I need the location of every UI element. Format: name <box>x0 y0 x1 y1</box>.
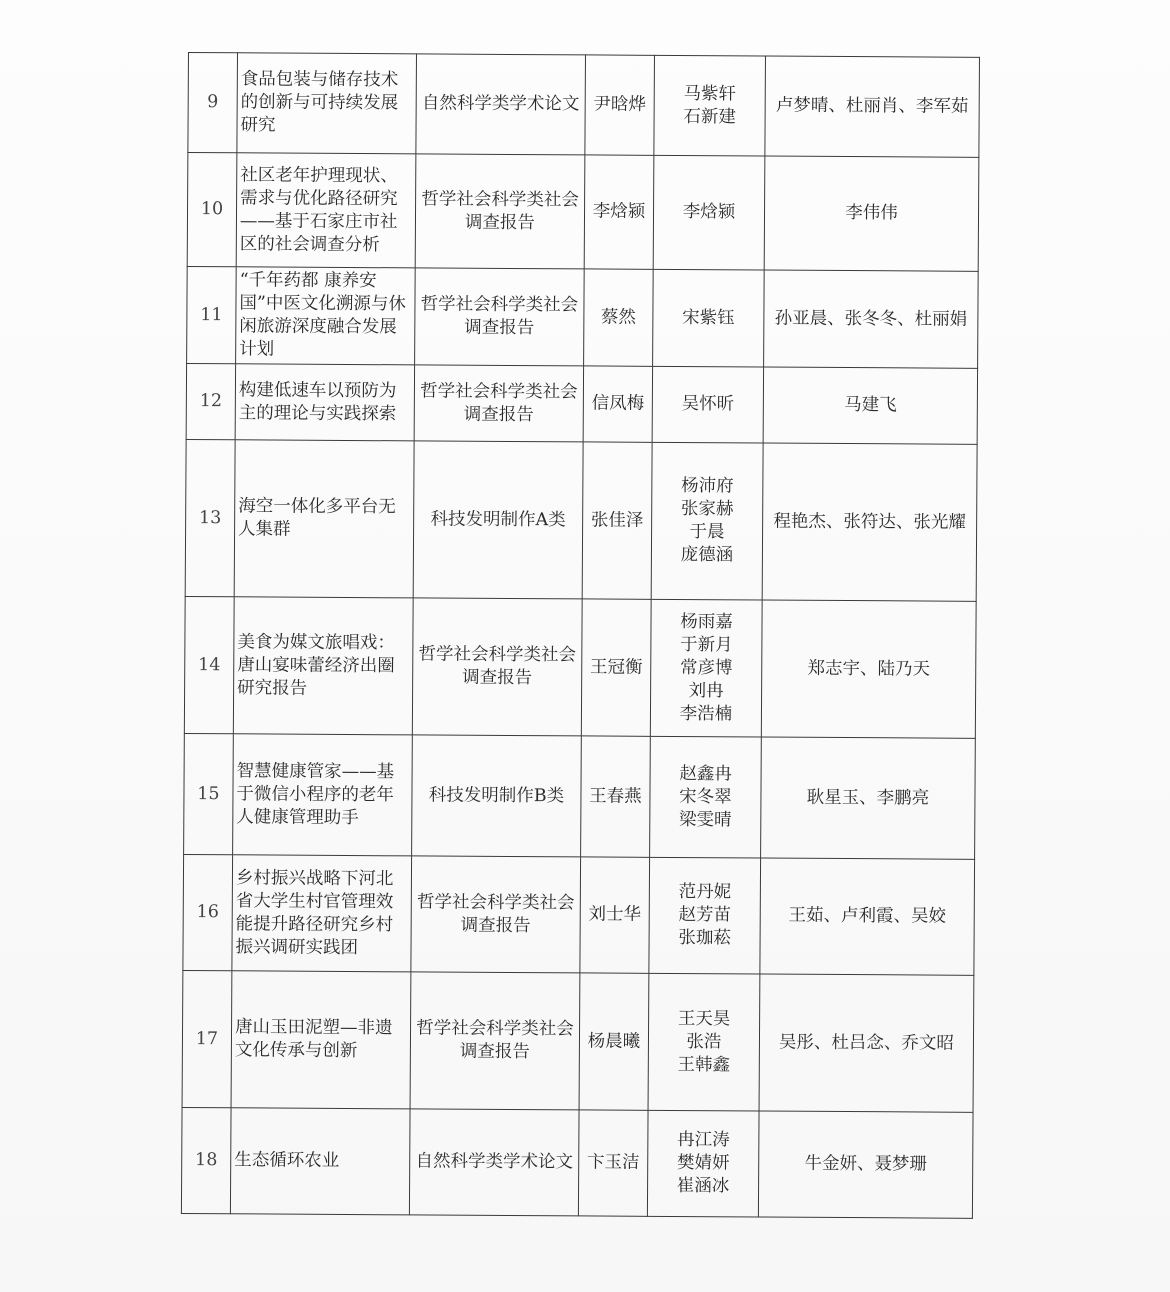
project-title: 构建低速车以预防为主的理论与实践探索 <box>235 364 414 441</box>
member-name: 石新建 <box>683 106 736 127</box>
team-members <box>654 55 766 156</box>
table-row <box>187 153 979 272</box>
row-number: 11 <box>187 266 237 363</box>
member-name: 范丹妮 <box>678 882 732 903</box>
team-members <box>650 736 762 858</box>
project-category: 哲学社会科学类社会调查报告 <box>411 856 581 973</box>
advisors: 耿星玉、李鹏亮 <box>761 737 976 859</box>
team-leader: 信凤梅 <box>583 366 652 442</box>
team-leader: 卞玉洁 <box>578 1110 648 1216</box>
team-members <box>653 269 765 367</box>
member-name: 张珈菘 <box>678 928 731 949</box>
project-title: 社区老年护理现状、需求与优化路径研究——基于石家庄市社区的社会调查分析 <box>236 153 416 268</box>
table-row <box>182 970 974 1112</box>
team-leader: 王春燕 <box>581 736 651 857</box>
table-row <box>188 53 980 158</box>
team-members <box>652 366 763 443</box>
row-number: 18 <box>181 1107 231 1213</box>
project-category: 哲学社会科学类社会调查报告 <box>412 598 582 736</box>
table-row <box>183 854 975 975</box>
row-number: 14 <box>184 596 234 733</box>
member-name: 张浩 <box>686 1031 722 1052</box>
team-members <box>650 599 762 737</box>
award-table-body <box>181 53 979 1219</box>
member-name: 于新月 <box>680 634 733 655</box>
member-name: 王韩鑫 <box>677 1054 731 1075</box>
project-category: 哲学社会科学类社会调查报告 <box>415 268 585 366</box>
table-row <box>184 596 976 738</box>
project-category: 哲学社会科学类社会调查报告 <box>415 154 585 269</box>
team-leader: 张佳泽 <box>582 442 652 599</box>
member-name: 杨沛府 <box>681 476 734 497</box>
project-title: 乡村振兴战略下河北省大学生村官管理效能提升路径研究乡村振兴调研实践团 <box>232 855 412 972</box>
project-category: 哲学社会科学类社会调查报告 <box>414 365 583 442</box>
project-category: 自然科学类学术论文 <box>416 54 586 155</box>
member-name: 于晨 <box>689 522 725 543</box>
advisors: 李伟伟 <box>764 156 979 271</box>
project-category: 科技发明制作A类 <box>413 441 583 599</box>
advisors: 马建飞 <box>763 367 977 444</box>
row-number: 17 <box>182 970 232 1107</box>
team-leader: 李焓颍 <box>584 155 654 269</box>
project-title: 生态循环农业 <box>230 1108 410 1215</box>
member-name: 樊婧妍 <box>676 1153 730 1174</box>
member-name: 冉江涛 <box>677 1130 730 1151</box>
member-name: 赵鑫冉 <box>679 763 732 784</box>
row-number: 9 <box>188 53 238 153</box>
row-number: 10 <box>187 153 237 267</box>
team-leader: 尹晗烨 <box>585 55 655 155</box>
member-name: 张家赫 <box>680 499 734 520</box>
table-row <box>185 439 977 601</box>
table-row <box>184 733 976 859</box>
project-title: “千年药都 康养安国”中医文化溯源与休闲旅游深度融合发展计划 <box>236 267 416 365</box>
member-name: 常彦博 <box>679 657 733 678</box>
table-row <box>186 363 977 444</box>
member-name: 马紫轩 <box>683 83 737 104</box>
row-number: 12 <box>186 363 235 439</box>
team-leader: 蔡然 <box>584 269 654 366</box>
project-category: 科技发明制作B类 <box>412 735 582 857</box>
project-title: 智慧健康管家——基于微信小程序的老年人健康管理助手 <box>233 734 413 856</box>
advisors: 孙亚晨、张冬冬、杜丽娟 <box>764 270 979 368</box>
member-name: 李焓颍 <box>682 202 736 223</box>
team-members <box>653 155 765 270</box>
project-title: 食品包装与储存技术的创新与可持续发展研究 <box>237 53 417 154</box>
member-name: 宋冬翠 <box>679 786 732 807</box>
project-title: 美食为媒文旅唱戏：唐山宴味蕾经济出圈研究报告 <box>233 597 413 735</box>
member-name: 赵芳苗 <box>678 905 732 926</box>
row-number: 13 <box>185 439 235 596</box>
team-leader: 王冠衡 <box>581 599 651 736</box>
project-title: 唐山玉田泥塑—非遗文化传承与创新 <box>231 971 411 1109</box>
team-leader: 刘士华 <box>580 857 650 973</box>
member-name: 李浩楠 <box>679 703 733 724</box>
project-category: 自然科学类学术论文 <box>409 1109 579 1216</box>
project-category: 哲学社会科学类社会调查报告 <box>410 972 580 1110</box>
advisors: 郑志宇、陆乃天 <box>761 600 976 738</box>
table-row <box>187 266 979 368</box>
advisors: 吴彤、杜吕念、乔文昭 <box>759 974 974 1112</box>
member-name: 王天昊 <box>677 1008 731 1029</box>
row-number: 16 <box>183 854 233 970</box>
advisors: 王茹、卢利霞、吴姣 <box>760 858 975 975</box>
member-name: 崔涵冰 <box>676 1176 730 1197</box>
row-number: 15 <box>184 733 234 854</box>
team-leader: 杨晨曦 <box>579 973 649 1110</box>
advisors: 程艳杰、张符达、张光耀 <box>762 443 977 601</box>
award-table <box>181 52 980 1219</box>
member-name: 杨雨嘉 <box>680 611 733 632</box>
member-name: 刘冉 <box>688 680 724 701</box>
table-row <box>181 1107 973 1218</box>
advisors: 卢梦晴、杜丽肖、李军茹 <box>765 56 980 157</box>
member-name: 吴怀昕 <box>681 394 735 415</box>
team-members <box>648 973 760 1111</box>
project-title: 海空一体化多平台无人集群 <box>234 440 414 598</box>
team-members <box>647 1110 759 1217</box>
team-members <box>651 442 763 600</box>
member-name: 庞德涵 <box>680 545 734 566</box>
team-members <box>649 857 761 974</box>
advisors: 牛金妍、聂梦珊 <box>758 1111 973 1218</box>
member-name: 梁雯晴 <box>679 809 732 830</box>
member-name: 宋紫钰 <box>682 307 735 328</box>
